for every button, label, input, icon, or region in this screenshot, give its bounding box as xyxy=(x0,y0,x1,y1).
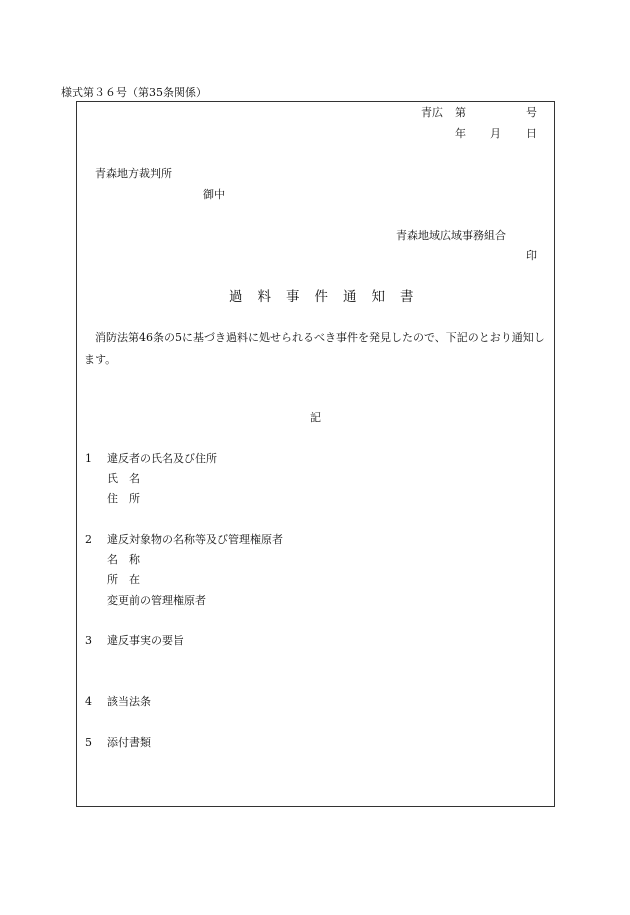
item-label: 添付書類 xyxy=(107,736,151,749)
sender-name: 青森地域広域事務組合 xyxy=(396,229,506,242)
item-number: 5 xyxy=(85,736,92,749)
addressee-court: 青森地方裁判所 xyxy=(95,167,172,180)
date-year: 年 xyxy=(455,127,466,140)
document-title: 過料事件通知書 xyxy=(229,289,429,305)
subitem-location: 所 在 xyxy=(107,573,140,586)
subitem-title: 名 称 xyxy=(107,553,140,566)
subitem-name: 氏 名 xyxy=(107,472,140,485)
number-go: 号 xyxy=(526,106,537,119)
item-label: 該当法条 xyxy=(107,695,151,708)
subitem-address: 住 所 xyxy=(107,492,140,505)
item-label: 違反事実の要旨 xyxy=(107,634,184,647)
date-day: 日 xyxy=(526,127,537,140)
number-dai: 第 xyxy=(455,106,466,119)
date-month: 月 xyxy=(490,127,501,140)
addressee-onchu: 御中 xyxy=(203,188,225,201)
sender-seal: 印 xyxy=(526,249,537,262)
item-number: 1 xyxy=(85,452,92,465)
issuer-prefix: 青広 xyxy=(421,106,443,119)
subitem-previous-manager: 変更前の管理権原者 xyxy=(107,594,206,607)
item-label: 違反対象物の名称等及び管理権原者 xyxy=(107,533,283,546)
item-number: 2 xyxy=(85,533,92,546)
item-label: 違反者の氏名及び住所 xyxy=(107,452,217,465)
item-number: 3 xyxy=(85,634,92,647)
item-number: 4 xyxy=(85,695,92,708)
body-text: 消防法第46条の5に基づき過料に処せられるべき事件を発見したので、下記のとおり通知します。 xyxy=(84,331,545,366)
ki-label: 記 xyxy=(310,411,321,424)
form-number: 様式第３６号（第35条関係） xyxy=(61,86,207,99)
